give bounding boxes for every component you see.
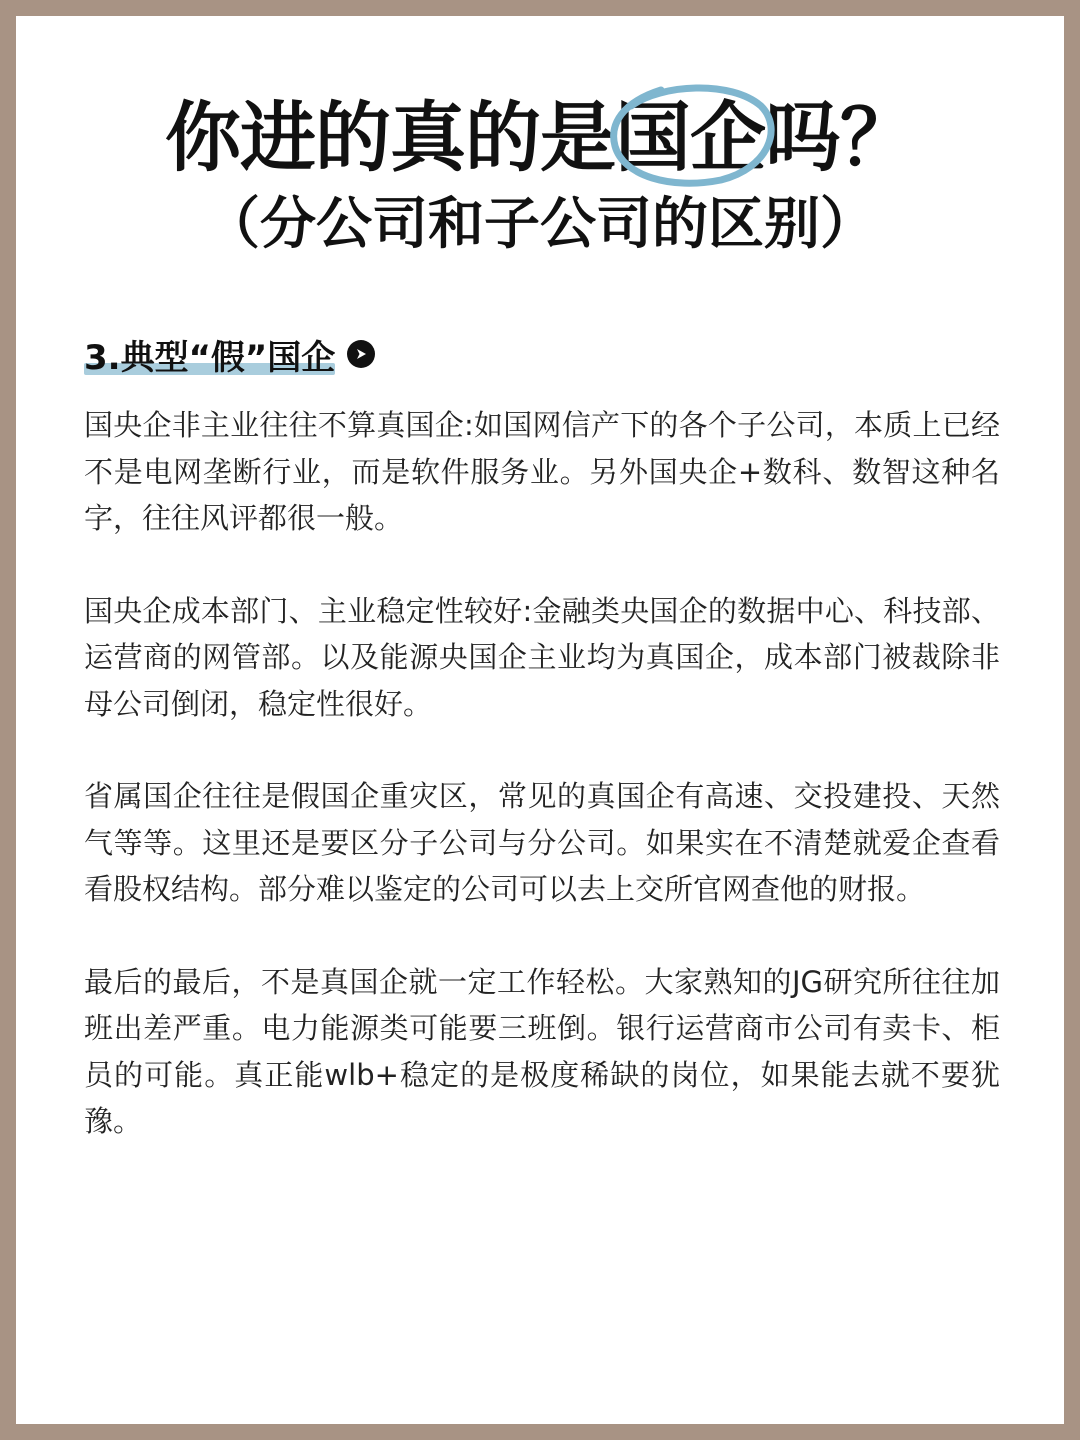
section-heading-highlight	[84, 330, 335, 379]
paragraph: 省属国企往往是假国企重灾区，常见的真国企有高速、交投建投、天然气等等。这里还是要区分子公司与分公司。如果实在不清楚就爱企查看看股权结构。部分难以鉴定的公司可以去上交所官网查他的财报。	[84, 779, 1000, 906]
title-text-before: 你进的真的是	[165, 93, 615, 182]
page-subtitle: （分公司和子公司的区别）	[204, 191, 876, 257]
paragraph: 最后的最后，不是真国企就一定工作轻松。大家熟知的JG研究所往往加班出差严重。电力能源类可能要三班倒。银行运营商市公司有卖卡、柜员的可能。真正能wlb+稳定的是极度稀缺的岗位，如果能去就不要犹豫。	[84, 964, 1000, 1138]
title-text-after: 吗？	[765, 93, 915, 182]
paragraph: 国央企非主业往往不算真国企:如国网信产下的各个子公司，本质上已经不是电网垄断行业，而是软件服务业。另外国央企+数科、数智这种名字，往往风评都很一般。	[84, 408, 1000, 535]
article-body	[84, 402, 1000, 1191]
section-heading-label: 3.典型“假”国企	[84, 337, 336, 378]
arrow-right-circle-icon	[347, 340, 375, 368]
page-card	[16, 16, 1064, 1424]
section-heading	[84, 326, 375, 382]
title-text-circled: 国企	[615, 93, 765, 182]
title-circled-word	[615, 88, 765, 188]
paragraph: 国央企成本部门、主业稳定性较好:金融类央国企的数据中心、科技部、运营商的网管部。以及能源央国企主业均为真国企，成本部门被裁除非母公司倒闭，稳定性很好。	[84, 593, 1000, 721]
page-title	[16, 88, 1064, 188]
